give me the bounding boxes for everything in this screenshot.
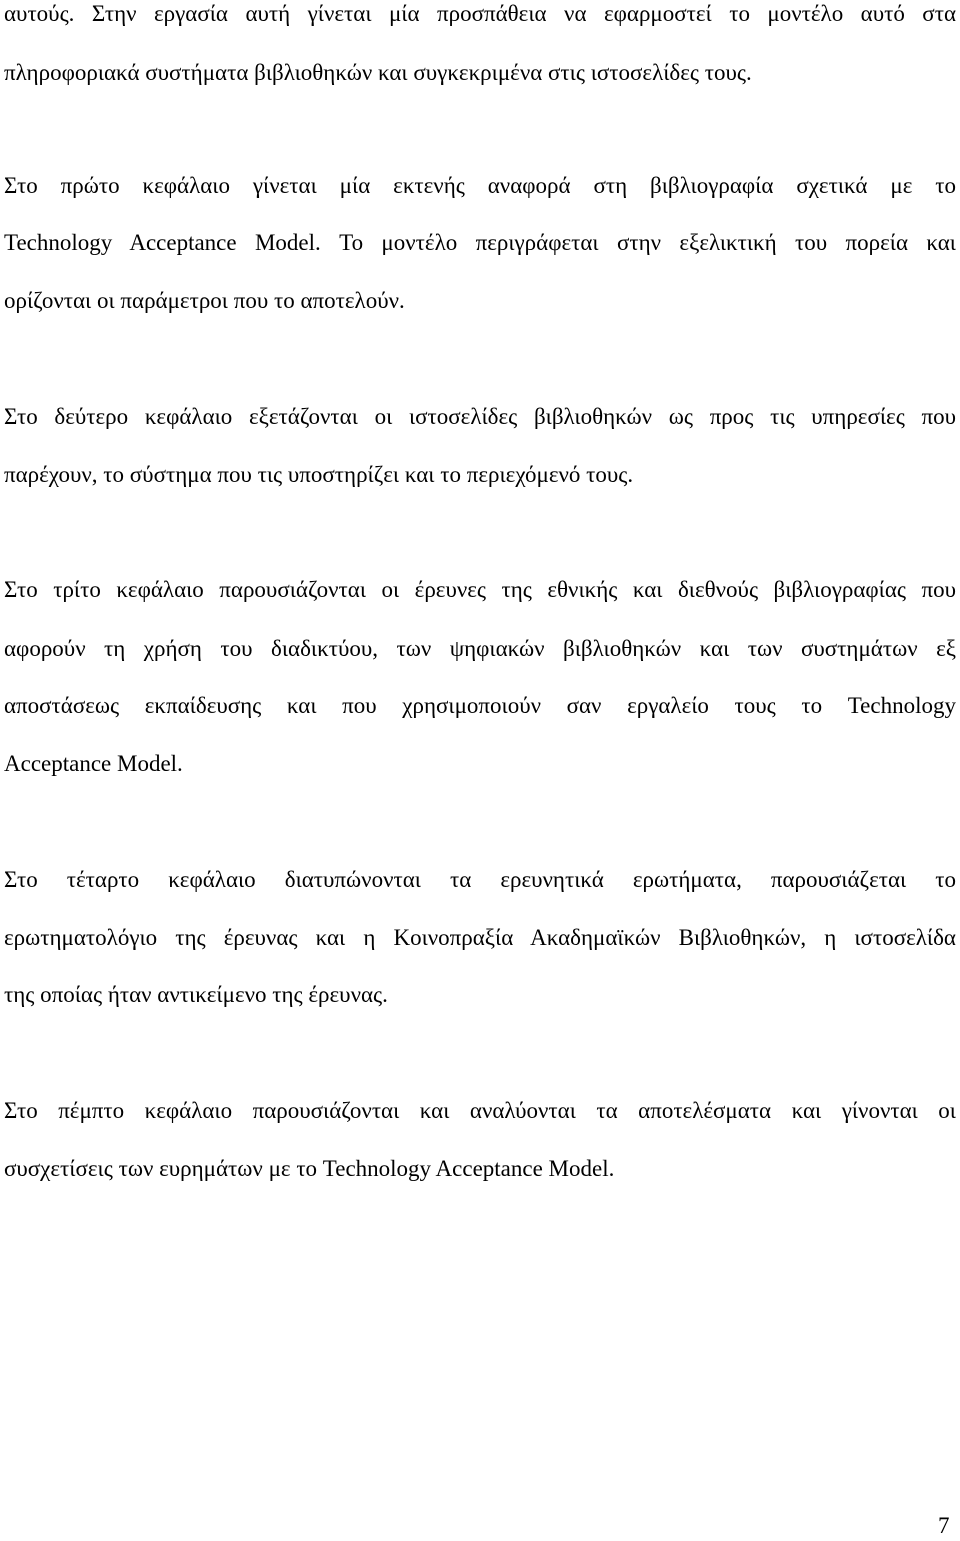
text-line: Technology Acceptance Model. Το μοντέλο περιγράφεται στην εξελικτική του πορεία και [4, 230, 956, 255]
text-line: ορίζονται οι παράμετροι που το αποτελούν. [4, 288, 405, 313]
text-line: της οποίας ήταν αντικείμενο της έρευνας. [4, 982, 388, 1007]
text-line: Στο δεύτερο κεφάλαιο εξετάζονται οι ιστοσελίδες βιβλιοθηκών ως προς τις υπηρεσίες που [4, 404, 956, 429]
text-line: συσχετίσεις των ευρημάτων με το Technology Acceptance Model. [4, 1156, 615, 1181]
text-line: πληροφοριακά συστήματα βιβλιοθηκών και συγκεκριμένα στις ιστοσελίδες τους. [4, 60, 752, 85]
text-line: Acceptance Model. [4, 751, 183, 776]
text-line: ερωτηματολόγιο της έρευνας και η Κοινοπραξία Ακαδημαϊκών Βιβλιοθηκών, η ιστοσελίδα [4, 925, 956, 950]
text-line: Στο πέμπτο κεφάλαιο παρουσιάζονται και αναλύονται τα αποτελέσματα και γίνονται οι [4, 1098, 956, 1123]
text-line: Στο πρώτο κεφάλαιο γίνεται μία εκτενής αναφορά στη βιβλιογραφία σχετικά με το [4, 173, 956, 198]
text-line: αυτούς. Στην εργασία αυτή γίνεται μία προσπάθεια να εφαρμοστεί το μοντέλο αυτό στα [4, 1, 956, 26]
text-line: Στο τρίτο κεφάλαιο παρουσιάζονται οι έρευνες της εθνικής και διεθνούς βιβλιογραφίας που [4, 577, 956, 602]
text-line: παρέχουν, το σύστημα που τις υποστηρίζει και το περιεχόμενό τους. [4, 462, 634, 487]
text-line: αφορούν τη χρήση του διαδικτύου, των ψηφιακών βιβλιοθηκών και των συστημάτων εξ [4, 636, 956, 661]
text-line: Στο τέταρτο κεφάλαιο διατυπώνονται τα ερευνητικά ερωτήματα, παρουσιάζεται το [4, 867, 956, 892]
text-line: αποστάσεως εκπαίδευσης και που χρησιμοποιούν σαν εργαλείο τους το Technology [4, 693, 956, 718]
page-number: 7 [938, 1513, 950, 1538]
